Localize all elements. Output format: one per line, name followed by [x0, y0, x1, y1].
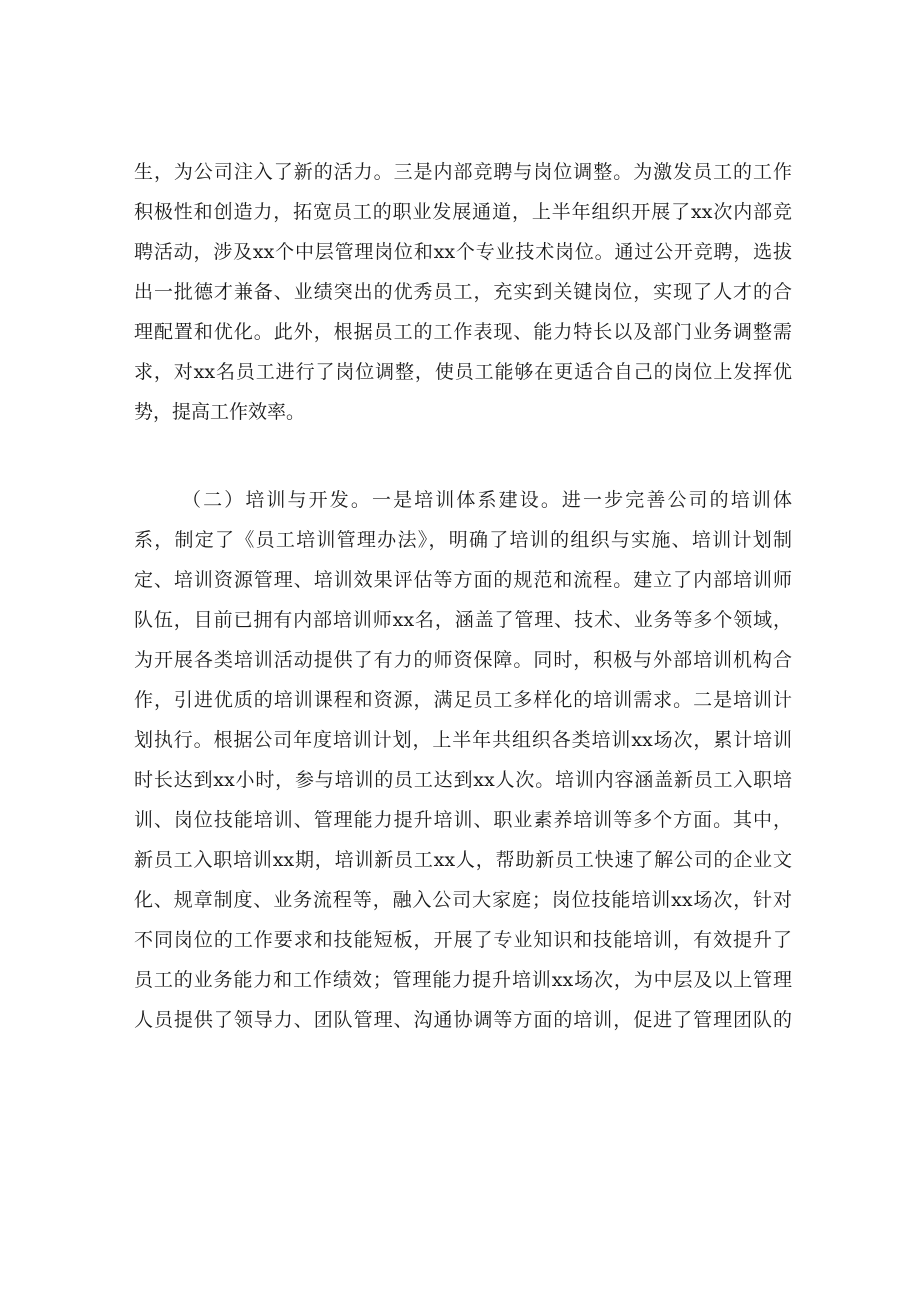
text-line: 员工的业务能力和工作绩效；管理能力提升培训xx场次，为中层及以上管理 — [134, 969, 792, 991]
text-line: 为开展各类培训活动提供了有力的师资保障。同时，积极与外部培训机构合 — [134, 649, 792, 671]
text-line: 系，制定了《员工培训管理办法》，明确了培训的组织与实施、培训计划制 — [134, 529, 792, 551]
text-line: 理配置和优化。此外，根据员工的工作表现、能力特长以及部门业务调整需 — [134, 321, 792, 343]
text-line: 势，提高工作效率。 — [134, 401, 306, 423]
text-line: 求，对xx名员工进行了岗位调整，使员工能够在更适合自己的岗位上发挥优 — [134, 361, 792, 383]
text-line: （二）培训与开发。一是培训体系建设。进一步完善公司的培训体 — [182, 489, 792, 511]
text-line: 划执行。根据公司年度培训计划，上半年共组织各类培训xx场次，累计培训 — [134, 729, 792, 751]
text-line: 时长达到xx小时，参与培训的员工达到xx人次。培训内容涵盖新员工入职培 — [134, 769, 792, 791]
text-line: 定、培训资源管理、培训效果评估等方面的规范和流程。建立了内部培训师 — [134, 569, 792, 591]
text-line: 积极性和创造力，拓宽员工的职业发展通道，上半年组织开展了xx次内部竞 — [134, 201, 792, 223]
text-line: 聘活动，涉及xx个中层管理岗位和xx个专业技术岗位。通过公开竞聘，选拔 — [134, 241, 792, 263]
text-line: 训、岗位技能培训、管理能力提升培训、职业素养培训等多个方面。其中， — [134, 809, 792, 831]
text-line: 不同岗位的工作要求和技能短板，开展了专业知识和技能培训，有效提升了 — [134, 929, 792, 951]
text-line: 出一批德才兼备、业绩突出的优秀员工，充实到关键岗位，实现了人才的合 — [134, 281, 792, 303]
text-line: 新员工入职培训xx期，培训新员工xx人，帮助新员工快速了解公司的企业文 — [134, 849, 792, 871]
text-line: 生，为公司注入了新的活力。三是内部竞聘与岗位调整。为激发员工的工作 — [134, 161, 792, 183]
text-line: 化、规章制度、业务流程等，融入公司大家庭；岗位技能培训xx场次，针对 — [134, 889, 792, 911]
text-line: 作，引进优质的培训课程和资源，满足员工多样化的培训需求。二是培训计 — [134, 689, 792, 711]
text-line: 队伍，目前已拥有内部培训师xx名，涵盖了管理、技术、业务等多个领域， — [134, 609, 792, 631]
text-line: 人员提供了领导力、团队管理、沟通协调等方面的培训，促进了管理团队的 — [134, 1009, 792, 1031]
